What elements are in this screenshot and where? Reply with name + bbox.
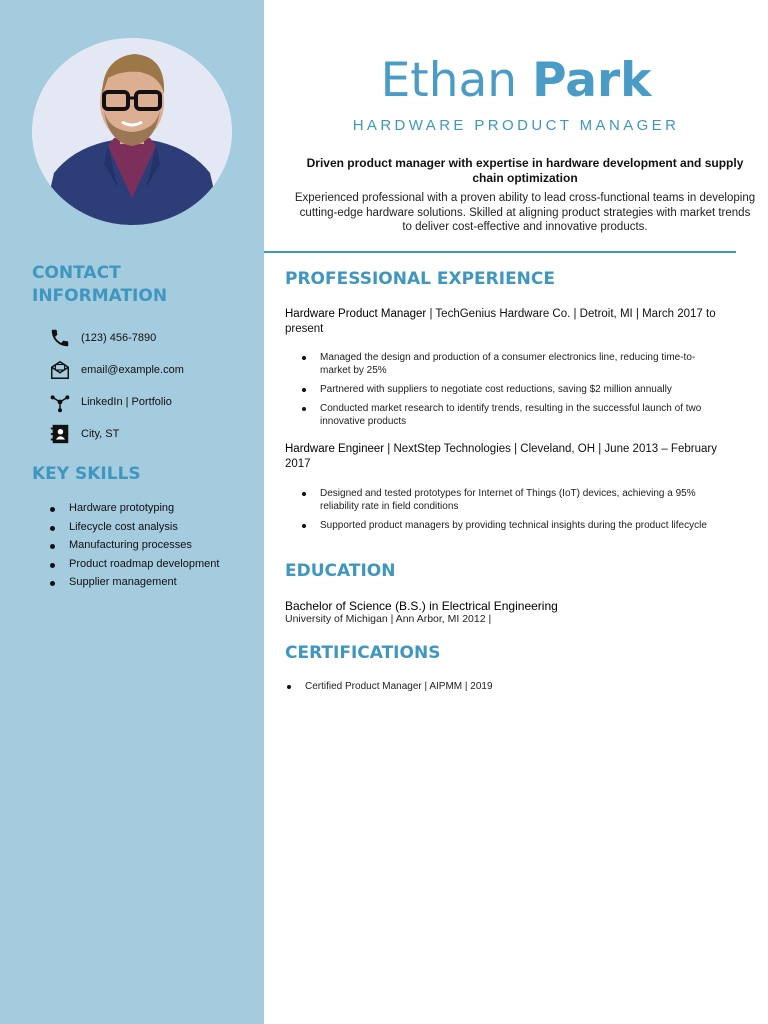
email-icon <box>48 358 72 382</box>
job-bullets <box>300 351 710 434</box>
list-item: Partnered with suppliers to negotiate cost reductions, saving $2 million annually <box>300 383 710 396</box>
email-address[interactable]: email@example.com <box>81 364 184 376</box>
tagline: Driven product manager with expertise in hardware development and supply chain optimization <box>306 156 744 185</box>
candidate-name <box>264 52 768 110</box>
job-bullets <box>300 487 710 538</box>
job-title: HARDWARE PRODUCT MANAGER <box>352 117 680 134</box>
first-name: Ethan <box>380 53 518 108</box>
degree: Bachelor of Science (B.S.) in Electrical Engineering <box>285 599 558 613</box>
location: City, ST <box>81 428 120 440</box>
profile-photo <box>32 38 232 225</box>
contact-heading: CONTACT INFORMATION <box>32 263 168 306</box>
experience-heading: PROFESSIONAL EXPERIENCE <box>285 269 555 289</box>
job-header <box>285 442 725 472</box>
skill-item: Hardware prototyping <box>48 499 219 518</box>
skills-heading: KEY SKILLS <box>32 464 141 484</box>
summary: Experienced professional with a proven ability to lead cross-functional teams in developing cutting-edge hardware solutions. Skilled at aligning product strategies with market trends to deliver cost-effective and innovative products. <box>294 192 756 233</box>
skill-item: Lifecycle cost analysis <box>48 518 219 537</box>
sidebar <box>0 0 264 1024</box>
list-item: Certified Product Manager | AIPMM | 2019 <box>285 680 725 694</box>
skill-item: Manufacturing processes <box>48 536 219 555</box>
last-name: Park <box>532 53 652 108</box>
portrait-illustration <box>32 38 232 225</box>
job-details: | NextStep Technologies | Cleveland, OH | June 2013 – February 2017 <box>285 443 717 470</box>
network-icon <box>48 390 72 414</box>
phone-icon <box>48 326 72 350</box>
certifications-list <box>285 680 725 694</box>
contact-links <box>48 386 184 418</box>
education-heading: EDUCATION <box>285 561 396 581</box>
contact-phone <box>48 322 184 354</box>
contact-location <box>48 418 184 450</box>
list-item: Designed and tested prototypes for Internet of Things (IoT) devices, achieving a 95% reliability rate in field conditions <box>300 487 710 513</box>
school: University of Michigan | Ann Arbor, MI 2012 | <box>285 613 492 625</box>
job-role: Hardware Engineer <box>285 443 385 455</box>
list-item: Managed the design and production of a consumer electronics line, reducing time-to-market by 25% <box>300 351 710 377</box>
skills-list <box>48 499 219 592</box>
job-details: | TechGenius Hardware Co. | Detroit, MI | March 2017 to present <box>285 308 716 335</box>
job-role: Hardware Product Manager <box>285 308 427 320</box>
list-item: Conducted market research to identify trends, resulting in the successful launch of two innovative products <box>300 402 710 428</box>
skill-item: Supplier management <box>48 573 219 592</box>
phone-number[interactable]: (123) 456-7890 <box>81 332 157 344</box>
address-book-icon <box>48 422 72 446</box>
list-item: Supported product managers by providing technical insights during the product lifecycle <box>300 519 710 532</box>
contact-email <box>48 354 184 386</box>
certifications-heading: CERTIFICATIONS <box>285 643 441 663</box>
main-content <box>264 0 768 1024</box>
skill-item: Product roadmap development <box>48 555 219 574</box>
header-divider <box>264 251 736 253</box>
contact-list <box>48 322 184 450</box>
job-header <box>285 307 725 337</box>
linkedin-portfolio[interactable]: LinkedIn | Portfolio <box>81 396 172 408</box>
